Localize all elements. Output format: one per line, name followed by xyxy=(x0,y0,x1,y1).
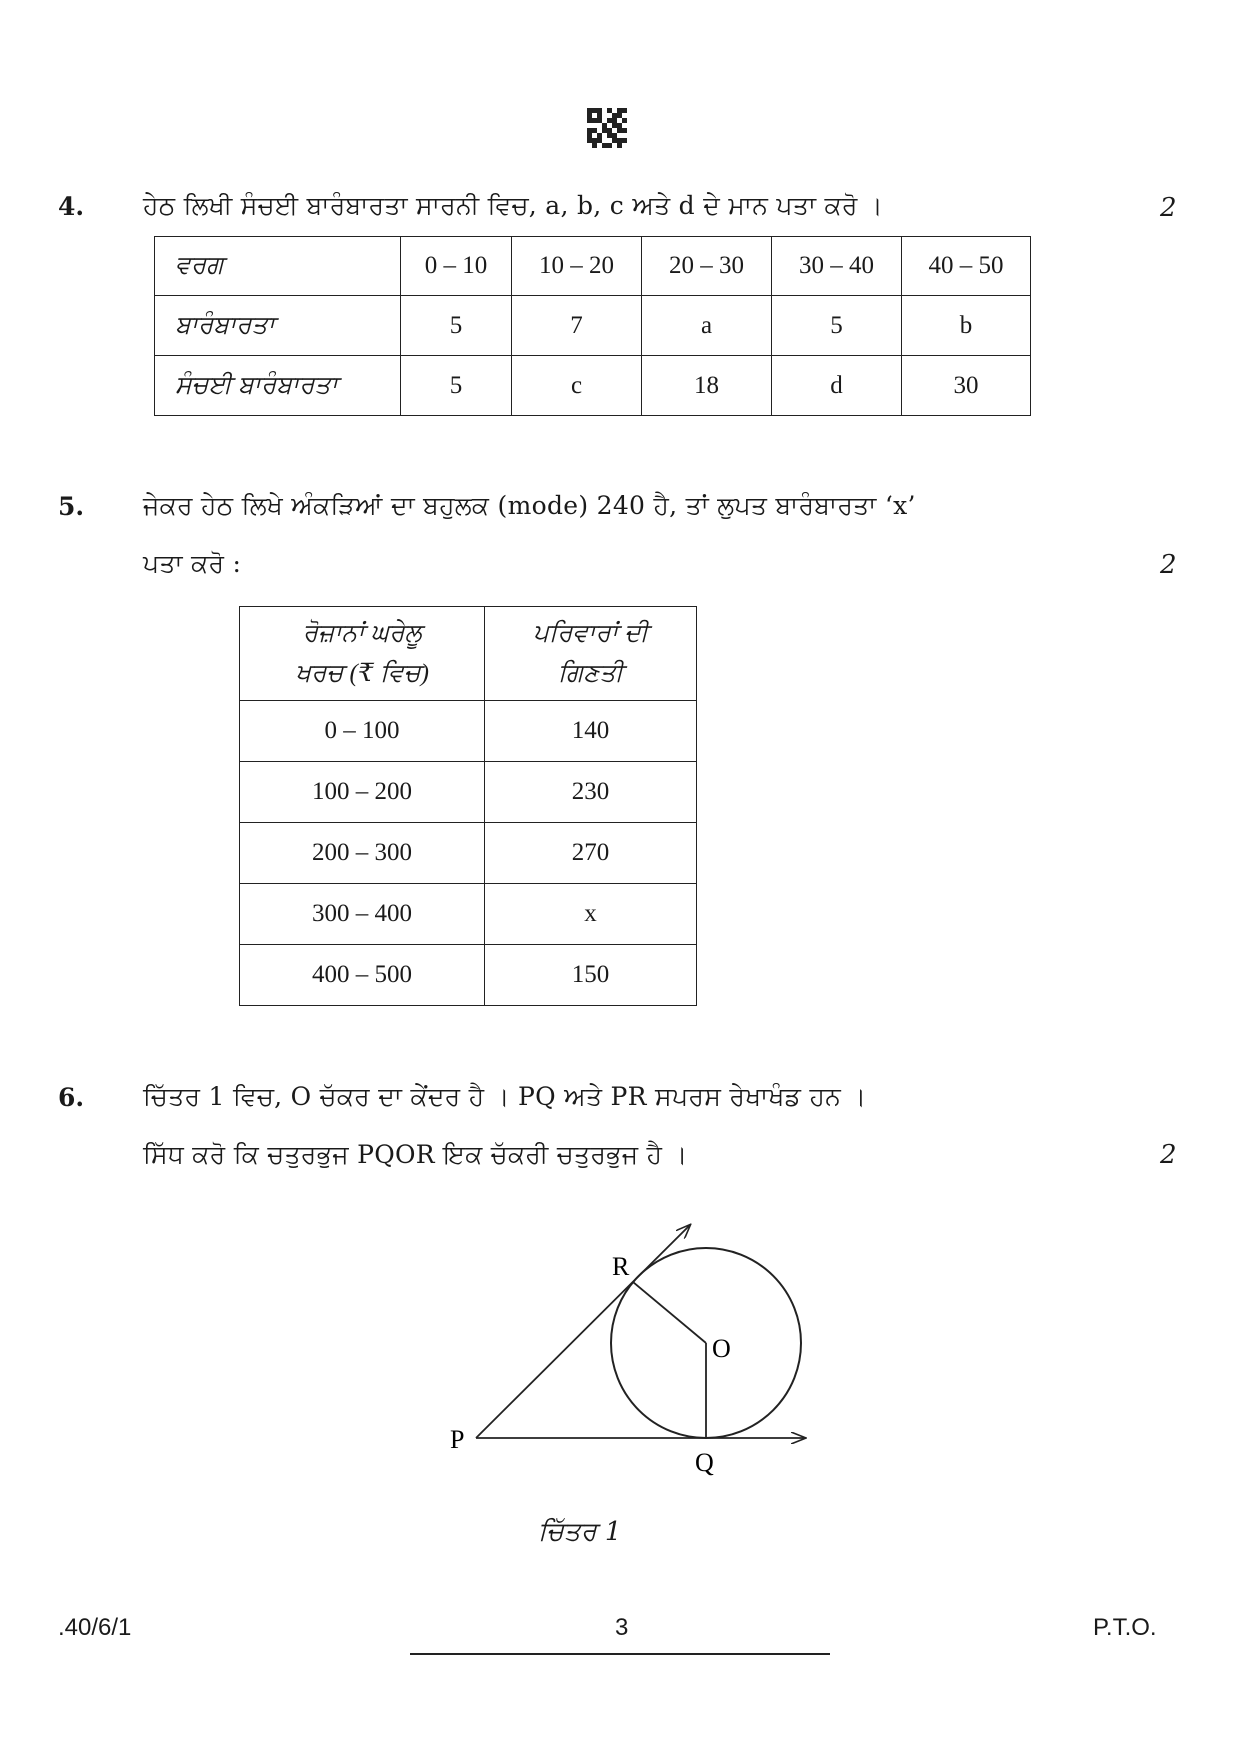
paper-code: .40/6/1 xyxy=(58,1614,132,1641)
question-5-text-line2: ਪਤਾ ਕਰੋ : xyxy=(143,549,242,578)
frequency-cell: 7 xyxy=(512,296,642,356)
table-row xyxy=(155,296,1031,356)
table-row xyxy=(155,356,1031,416)
table-row xyxy=(240,762,697,823)
label-r: R xyxy=(612,1252,630,1281)
row-header-class: ਵਰਗ xyxy=(155,237,401,296)
table-row xyxy=(240,701,697,762)
qr-code xyxy=(587,108,627,148)
question-6-text-line2: ਸਿੱਧ ਕਰੋ ਕਿ ਚਤੁਰਭੁਜ PQOR ਇਕ ਚੱਕਰੀ ਚਤੁਰਭੁਜ ਹੈ । xyxy=(143,1140,688,1169)
question-6-marks: 2 xyxy=(1160,1140,1177,1170)
question-4-number: 4. xyxy=(58,192,85,221)
frequency-cell: 5 xyxy=(401,296,512,356)
label-o: O xyxy=(712,1334,731,1363)
cumulative-cell: 5 xyxy=(401,356,512,416)
question-6-number: 6. xyxy=(58,1083,85,1112)
frequency-cell: a xyxy=(642,296,772,356)
qr-module xyxy=(622,143,627,148)
expenditure-cell: 100 – 200 xyxy=(240,762,485,823)
figure-1-tangent-diagram xyxy=(440,1215,820,1505)
label-q: Q xyxy=(695,1448,714,1477)
row-header-cumulative: ਸੰਚਈ ਬਾਰੰਬਾਰਤਾ xyxy=(155,356,401,416)
label-p: P xyxy=(450,1425,465,1454)
question-5-number: 5. xyxy=(58,492,85,521)
header-expenditure xyxy=(240,607,485,701)
cumulative-cell: 30 xyxy=(902,356,1031,416)
cumulative-cell: 18 xyxy=(642,356,772,416)
families-cell: 140 xyxy=(485,701,697,762)
table-row xyxy=(240,884,697,945)
cumulative-cell: d xyxy=(772,356,902,416)
page-number: 3 xyxy=(615,1614,629,1641)
cumulative-cell: c xyxy=(512,356,642,416)
question-6-text-line1: ਚਿੱਤਰ 1 ਵਿਚ, O ਚੱਕਰ ਦਾ ਕੇਂਦਰ ਹੈ । PQ ਅਤੇ PR ਸਪਰਸ ਰੇਖਾਖੰਡ ਹਨ । xyxy=(143,1082,867,1111)
families-cell: 150 xyxy=(485,945,697,1006)
families-cell: x xyxy=(485,884,697,945)
class-cell: 0 – 10 xyxy=(401,237,512,296)
expenditure-cell: 300 – 400 xyxy=(240,884,485,945)
question-4-text: ਹੇਠ ਲਿਖੀ ਸੰਚਈ ਬਾਰੰਬਾਰਤਾ ਸਾਰਨੀ ਵਿਚ, a, b, c ਅਤੇ d ਦੇ ਮਾਨ ਪਤਾ ਕਰੋ । xyxy=(143,191,884,220)
footer-rule xyxy=(410,1653,830,1655)
table-row xyxy=(155,237,1031,296)
question-4-marks: 2 xyxy=(1160,193,1177,223)
header-families xyxy=(485,607,697,701)
row-header-frequency: ਬਾਰੰਬਾਰਤਾ xyxy=(155,296,401,356)
figure-1-caption: ਚਿੱਤਰ 1 xyxy=(538,1517,622,1547)
radius-or xyxy=(633,1282,706,1343)
frequency-cell: b xyxy=(902,296,1031,356)
household-expenditure-table xyxy=(239,606,697,1006)
table-row xyxy=(240,823,697,884)
cumulative-frequency-table xyxy=(154,236,1031,416)
header-families-line2: ਗਿਣਤੀ xyxy=(557,659,624,687)
frequency-cell: 5 xyxy=(772,296,902,356)
tangent-pr xyxy=(476,1225,690,1438)
table-header-row xyxy=(240,607,697,701)
class-cell: 40 – 50 xyxy=(902,237,1031,296)
table-row xyxy=(240,945,697,1006)
question-5-marks: 2 xyxy=(1160,550,1177,580)
header-expenditure-line1: ਰੋਜ਼ਾਨਾਂ ਘਰੇਲੂ xyxy=(302,619,422,647)
expenditure-cell: 0 – 100 xyxy=(240,701,485,762)
class-cell: 20 – 30 xyxy=(642,237,772,296)
header-families-line1: ਪਰਿਵਾਰਾਂ ਦੀ xyxy=(532,619,649,647)
families-cell: 270 xyxy=(485,823,697,884)
expenditure-cell: 200 – 300 xyxy=(240,823,485,884)
question-5-text-line1: ਜੇਕਰ ਹੇਠ ਲਿਖੇ ਅੰਕੜਿਆਂ ਦਾ ਬਹੁਲਕ (mode) 240 ਹੈ, ਤਾਂ ਲੁਪਤ ਬਾਰੰਬਾਰਤਾ ‘x’ xyxy=(143,491,916,520)
class-cell: 10 – 20 xyxy=(512,237,642,296)
please-turn-over: P.T.O. xyxy=(1093,1614,1157,1641)
header-expenditure-line2: ਖਰਚ (₹ ਵਿਚ) xyxy=(295,659,429,687)
families-cell: 230 xyxy=(485,762,697,823)
expenditure-cell: 400 – 500 xyxy=(240,945,485,1006)
class-cell: 30 – 40 xyxy=(772,237,902,296)
